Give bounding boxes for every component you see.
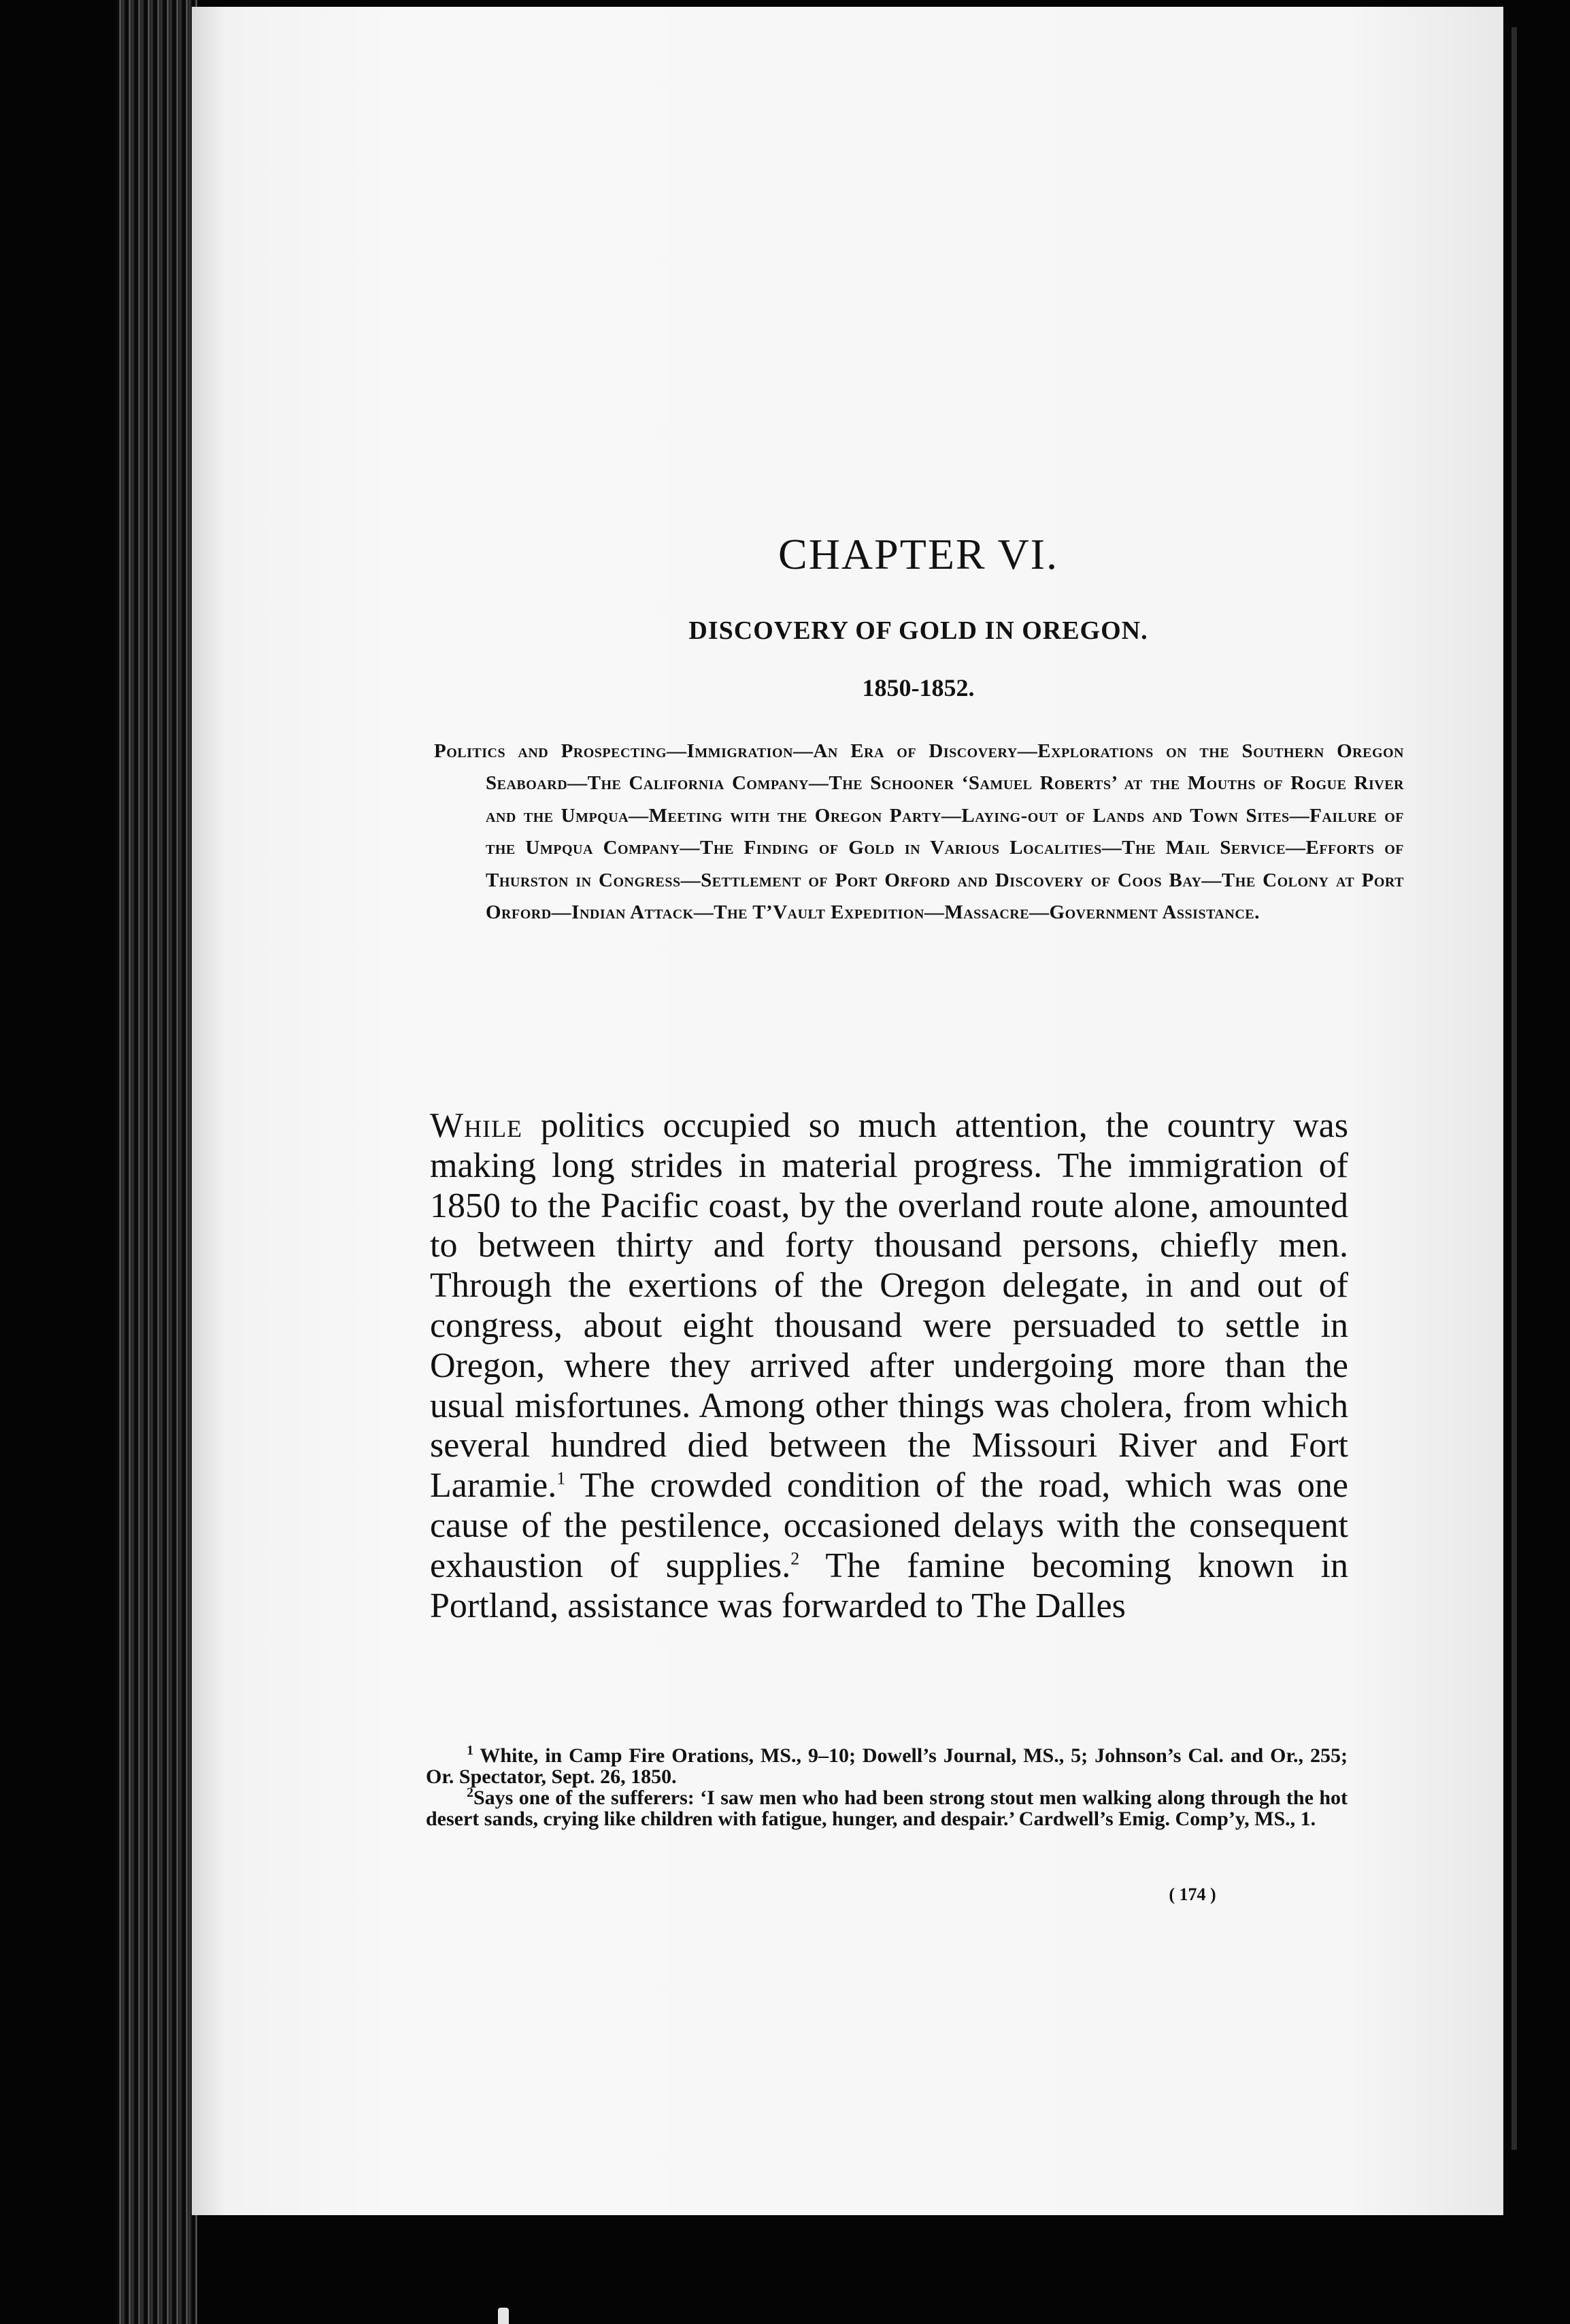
page-number: ( 174 ): [1169, 1885, 1216, 1904]
footnote-reference-1: 1: [556, 1468, 566, 1489]
footnote-reference-2: 2: [790, 1548, 800, 1569]
chapter-subtitle: DISCOVERY OF GOLD IN OREGON.: [688, 616, 1148, 645]
footnote-1: [426, 1745, 1348, 1787]
book-page-edges: [116, 0, 197, 2324]
chapter-title: CHAPTER VI.: [778, 530, 1058, 578]
page-bottom-mark: [498, 2308, 509, 2324]
footnote-marker-1: 1: [467, 1743, 473, 1758]
footnote-text-2: Says one of the sufferers: ‘I saw men who had been strong stout men walking along through the hot desert sands, crying like children with fatigue, hunger, and despair.’ Cardwell’s Emig. Comp’y, MS., 1.: [426, 1787, 1348, 1830]
body-paragraph: [430, 1106, 1348, 1626]
body-text-part-3: The famine becoming known in Portland, assistance was forwarded to The Dalles: [430, 1546, 1348, 1625]
opening-word: While: [430, 1106, 523, 1145]
chapter-synopsis: Politics and Prospecting—Immigration—An Era of Discovery—Explorations on the Southern Oregon Seaboard—The California Company—The Schooner ‘Samuel Roberts’ at the Mouths of Rogue River and the Umpqua—Meeting with the Oregon Party—Laying-out of Lands and Town Sites—Failure of the Umpqua Company—The Finding of Gold in Various Localities—The Mail Service—Efforts of Thurston in Congress—Settlement of Port Orford and Discovery of Coos Bay—The Colony at Port Orford—Indian Attack—The T’Vault Expedition—Massacre—Government Assistance.: [434, 740, 1404, 924]
facing-page-edge: [1511, 27, 1517, 2150]
footnote-2: [426, 1787, 1348, 1829]
footnotes: [426, 1745, 1348, 1829]
body-text-part-2: The crowded condition of the road, which was one cause of the pestilence, occasioned delays with the consequent exhaustion of supplies.: [430, 1466, 1348, 1585]
footnote-marker-2: 2: [467, 1785, 473, 1800]
body-text-part-1: politics occupied so much attention, the country was making long strides in material progress. The immigration of 1850 to the Pacific coast, by the overland route alone, amounted to between thirty and forty thousand persons, chiefly men. Through the exertions of the Oregon delegate, in and out of congress, about eight thousand were persuaded to settle in Oregon, where they arrived after undergoing more than the usual misfortunes. Among other things was cholera, from which several hundred died between the Missouri River and Fort Laramie.: [430, 1106, 1348, 1506]
chapter-dates: 1850-1852.: [862, 674, 975, 701]
footnote-text-1: White, in Camp Fire Orations, MS., 9–10; Dowell’s Journal, MS., 5; Johnson’s Cal. and Or., 255; Or. Spectator, Sept. 26, 1850.: [426, 1744, 1348, 1788]
